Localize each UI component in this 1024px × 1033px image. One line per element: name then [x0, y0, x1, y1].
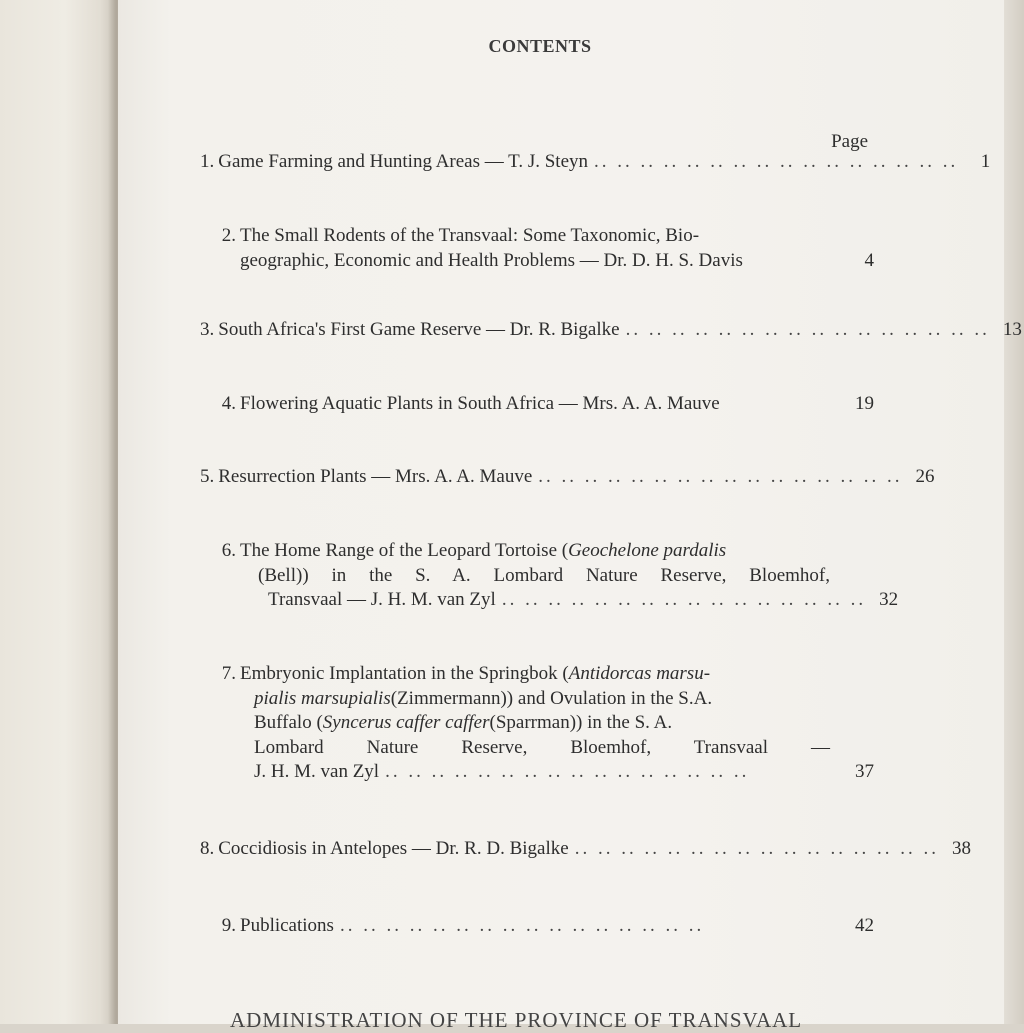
entry-number: 1.	[200, 151, 215, 172]
toc-entry-1	[200, 150, 991, 175]
entry-title: South Africa's First Game Reserve — Dr. R. Bigalke	[218, 319, 620, 340]
entry-number: 9.	[221, 915, 236, 936]
entry-title-line-2: (Bell)) in the S. A. Lombard Nature Reserve, Bloemhof,	[258, 564, 830, 586]
entry-title-line-3a: Buffalo (	[254, 712, 323, 733]
page-column-label: Page	[831, 131, 868, 152]
toc-entry-4	[200, 392, 874, 417]
toc-entry-5	[200, 465, 935, 490]
dot-leader: .. .. .. .. .. .. .. .. .. .. .. .. .. .. .. ..	[538, 466, 903, 487]
entry-title-line-2: (Zimmermann)) and Ovulation in the S.A.	[390, 687, 713, 709]
entry-title-line-1: The Home Range of the Leopard Tortoise (	[240, 540, 569, 561]
entry-title-line-3: Transvaal — J. H. M. van Zyl	[268, 589, 496, 610]
toc-entry-8	[200, 837, 971, 862]
entry-title: Coccidiosis in Antelopes — Dr. R. D. Bigalke	[218, 838, 569, 859]
entry-page: 26	[915, 466, 935, 487]
entry-number: 2.	[221, 225, 236, 246]
entry-page: 42	[855, 915, 874, 936]
entry-page: 13	[1002, 319, 1022, 340]
entry-number: 5.	[200, 466, 215, 487]
entry-page: 38	[951, 838, 971, 859]
entry-title-line-2: geographic, Economic and Health Problems — Dr. D. H. S. Davis	[240, 249, 743, 271]
toc-entry-7	[200, 662, 874, 785]
entry-number: 6.	[221, 540, 236, 561]
publisher-footer: ADMINISTRATION OF THE PROVINCE OF TRANSVAAL	[230, 1008, 803, 1032]
entry-title: Flowering Aquatic Plants in South Africa — Mrs. A. A. Mauve	[240, 393, 720, 414]
species-name: Geochelone pardalis	[568, 540, 727, 561]
dot-leader: .. .. .. .. .. .. .. .. .. .. .. .. .. .. .. ..	[594, 151, 959, 172]
entry-page: 1	[980, 151, 991, 172]
entry-number: 3.	[200, 319, 215, 340]
entry-page: 4	[864, 249, 874, 271]
entry-title-line-1: The Small Rodents of the Transvaal: Some Taxonomic, Bio-	[240, 225, 700, 246]
entry-title-line-1: Embryonic Implantation in the Springbok (	[240, 663, 569, 684]
toc-entry-6	[200, 539, 899, 613]
entry-page: 37	[855, 761, 874, 782]
entry-number: 7.	[221, 663, 236, 684]
entry-number: 8.	[200, 838, 215, 859]
dot-leader: .. .. .. .. .. .. .. .. .. .. .. .. .. .. .. ..	[501, 589, 867, 610]
entry-title-line-4: Lombard Nature Reserve, Bloemhof, Transvaal —	[254, 736, 830, 758]
entry-title-line-3b: (Sparrman)) in the S. A.	[489, 712, 673, 733]
entry-title: Resurrection Plants — Mrs. A. A. Mauve	[218, 466, 533, 487]
toc-entry-3	[200, 318, 1022, 343]
toc-entry-9	[200, 914, 874, 939]
entry-title: Game Farming and Hunting Areas — T. J. Steyn	[218, 151, 588, 172]
page-edge	[1004, 0, 1024, 1024]
entry-number: 4.	[221, 393, 236, 414]
species-name: Antidorcas marsu-	[568, 663, 711, 684]
dot-leader: .. .. .. .. .. .. .. .. .. .. .. .. .. .. .. ..	[574, 838, 939, 859]
toc-entry-2	[200, 224, 874, 273]
entry-title-line-5: J. H. M. van Zyl	[254, 761, 380, 782]
contents-heading: CONTENTS	[488, 36, 592, 56]
dot-leader: .. .. .. .. .. .. .. .. .. .. .. .. .. .. .. ..	[385, 761, 750, 782]
dot-leader: .. .. .. .. .. .. .. .. .. .. .. .. .. .. .. ..	[339, 915, 705, 936]
dot-leader: .. .. .. .. .. .. .. .. .. .. .. .. .. .. .. ..	[625, 319, 990, 340]
left-page	[0, 0, 118, 1024]
species-name: Syncerus caffer caffer	[322, 712, 490, 733]
entry-page: 19	[855, 393, 874, 414]
species-name: pialis marsupialis	[254, 687, 391, 709]
entry-page: 32	[879, 589, 899, 610]
entry-title: Publications	[240, 915, 334, 936]
